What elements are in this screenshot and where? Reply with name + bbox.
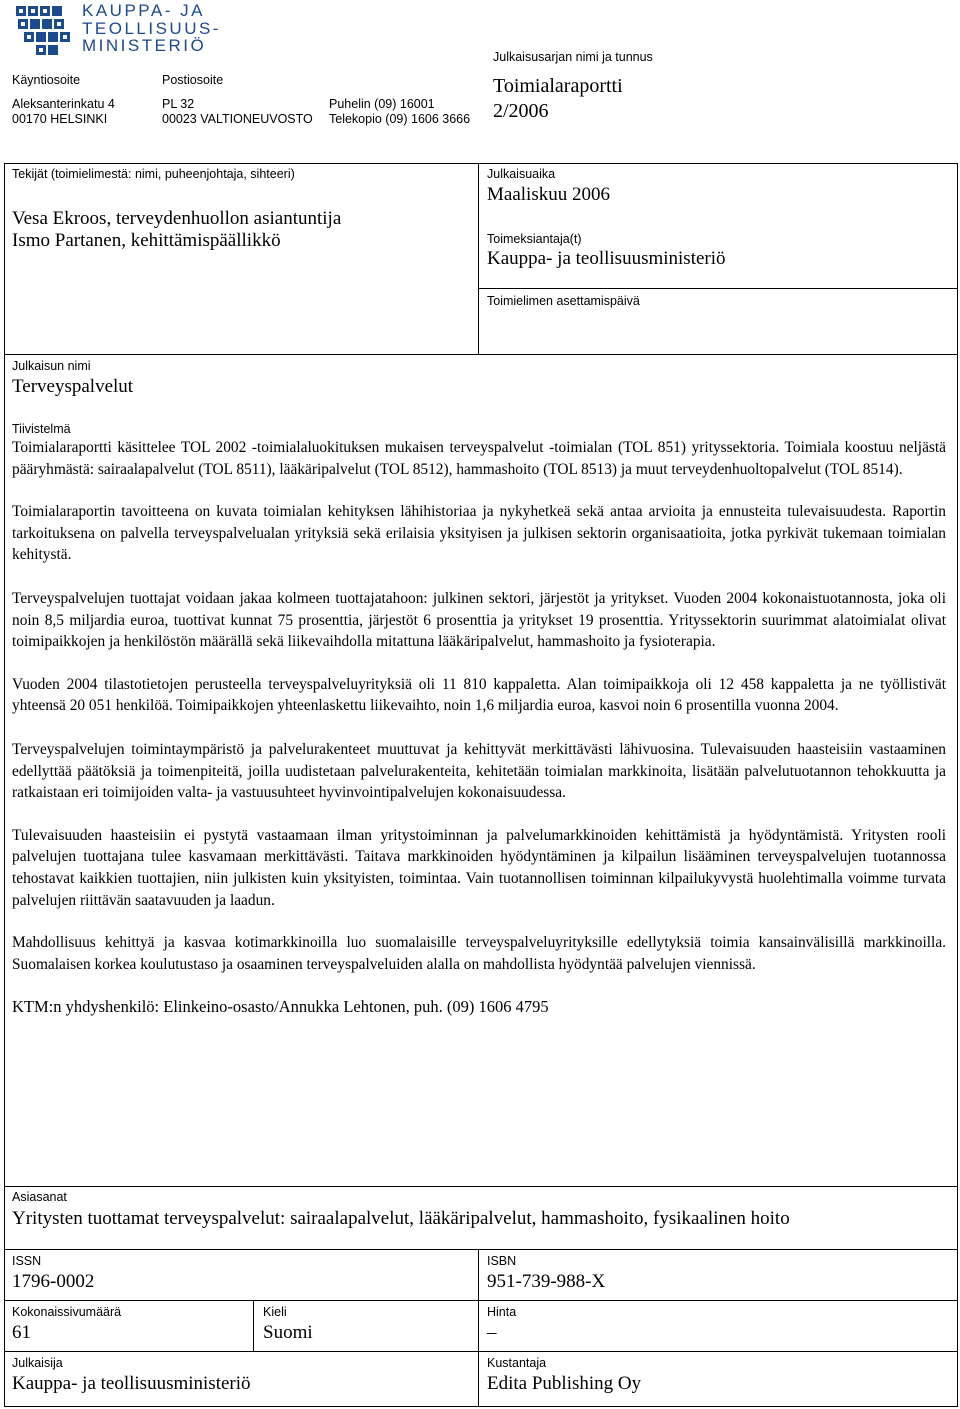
- pages-value: 61: [12, 1322, 31, 1343]
- post-address: [162, 97, 313, 127]
- abstract-paragraph: Toimialaraportin tavoitteena on kuvata toimialan kehityksen lähihistoriaa ja nykyhetkeä sekä antaa arvioita ja ennusteita tulevaisuudesta. Raportin tarkoituksena on palvella terveyspalvelualan yrityksiä sekä erilaisia yksityisen ja julkisen sektorin organisaatioita, jotka pyrkivät tukemaan toimialan kehitystä.: [12, 503, 946, 564]
- isbn-value: 951-739-988-X: [487, 1271, 606, 1292]
- series-number: 2/2006: [493, 100, 549, 122]
- divider: [4, 1186, 958, 1187]
- visit-address: [12, 97, 115, 127]
- divider: [253, 1300, 254, 1351]
- abstract-label: Tiivistelmä: [12, 422, 71, 436]
- publisher-label: Julkaisija: [12, 1356, 63, 1370]
- phone-info: [329, 97, 470, 127]
- divider: [4, 354, 958, 355]
- issn-value: 1796-0002: [12, 1271, 95, 1292]
- commissioner-label: Toimeksiantaja(t): [487, 232, 582, 246]
- appointment-label: Toimielimen asettamispäivä: [487, 294, 640, 308]
- logo-line: KAUPPA- JA: [82, 1, 205, 20]
- post-address-line: 00023 VALTIONEUVOSTO: [162, 112, 313, 126]
- post-address-line: PL 32: [162, 97, 195, 111]
- abstract-paragraph: Terveyspalvelujen tuottajat voidaan jakaa kolmeen tuottajatahoon: julkinen sektori, järjestöt ja yritykset. Vuoden 2004 kokonaistuotannosta, joka oli noin 8,5 miljardia euroa, tuottivat kunnat 75 prosenttia, järjestöt 6 prosenttia ja yritykset 19 prosenttia. Yrityssektorin suurimmat alatoimialat olivat toimipaikkojen ja henkilöstön määrällä sekä liikevaihdolla mitattuna lääkäripalvelut, hammashoito ja fysioterapia.: [12, 589, 946, 651]
- authors-label: Tekijät (toimielimestä: nimi, puheenjohtaja, sihteeri): [12, 167, 295, 181]
- abstract-body: [12, 437, 946, 1018]
- contact-person: KTM:n yhdyshenkilö: Elinkeino-osasto/Annukka Lehtonen, puh. (09) 1606 4795: [12, 997, 549, 1017]
- price-label: Hinta: [487, 1305, 517, 1319]
- distributor-label: Kustantaja: [487, 1356, 547, 1370]
- visit-address-line: Aleksanterinkatu 4: [12, 97, 115, 111]
- divider: [478, 288, 958, 289]
- authors-list: [12, 208, 341, 252]
- issn-label: ISSN: [12, 1254, 42, 1268]
- post-address-label: Postiosoite: [162, 73, 224, 87]
- abstract-paragraph: Vuoden 2004 tilastotietojen perusteella terveyspalveluyrityksiä oli 11 810 kappaletta. Alan toimipaikkoja oli 12 458 kappaletta ja ne työllistivät yhteensä 20 051 henkilöä. Toimipaikkojen yhteenlaskettu liikevaihto, noin 1,6 miljardia euroa, kasvoi noin 6 prosentilla vuonna 2004.: [12, 675, 946, 715]
- logo-line: MINISTERIÖ: [82, 36, 207, 55]
- language-label: Kieli: [263, 1305, 287, 1319]
- visit-address-label: Käyntiosoite: [12, 73, 81, 87]
- language-value: Suomi: [263, 1322, 313, 1343]
- commissioner-value: Kauppa- ja teollisuusministeriö: [487, 248, 726, 269]
- abstract-paragraph: Tulevaisuuden haasteisiin ei pystytä vastaamaan ilman yritystoiminnan ja palvelumarkkinoiden kehittämistä ja hyödyntämistä. Yritysten rooli palvelujen tuottajana tulee kasvamaan merkittävästi. Taitava markkinoiden hyödyntäminen ja kilpailun lisääminen terveyspalvelujen tuotannossa tehostavat kaikkien tuottajien, niin julkisten kuin yksityisten, toimintaa. Vain tuotannollisen toiminnan kilpailukyvystä huolehtimalla voimme turvata palvelujen riittävän saatavuuden ja laadun.: [12, 826, 946, 909]
- ministry-logo-text: [82, 2, 221, 55]
- author-name: Ismo Partanen, kehittämispäällikkö: [12, 230, 281, 251]
- divider: [478, 1249, 479, 1407]
- phone-line: Puhelin (09) 16001: [329, 97, 435, 111]
- keywords-value: Yritysten tuottamat terveyspalvelut: sairaalapalvelut, lääkäripalvelut, hammashoito, fysikaalinen hoito: [12, 1208, 790, 1229]
- visit-address-line: 00170 HELSINKI: [12, 112, 108, 126]
- logo-line: TEOLLISUUS-: [82, 18, 221, 38]
- date-label: Julkaisuaika: [487, 167, 556, 181]
- divider: [4, 1300, 958, 1301]
- abstract-paragraph: Mahdollisuus kehittyä ja kasvaa kotimarkkinoilla luo suomalaisille terveyspalveluyrityksille edellytyksiä toimia kansainvälisillä markkinoilla. Suomalaisen korkea koulutustaso ja osaaminen terveyspalveluiden alalla on mahdollista hyödyntää palvelujen viennissä.: [12, 934, 946, 973]
- series-name: Toimialaraportti: [493, 75, 623, 97]
- date-value: Maaliskuu 2006: [487, 184, 610, 205]
- title-label: Julkaisun nimi: [12, 359, 91, 373]
- divider: [4, 1249, 958, 1250]
- pages-label: Kokonaissivumäärä: [12, 1305, 122, 1319]
- price-value: –: [487, 1322, 497, 1343]
- publisher-value: Kauppa- ja teollisuusministeriö: [12, 1373, 251, 1394]
- divider: [478, 163, 479, 355]
- fax-line: Telekopio (09) 1606 3666: [329, 112, 471, 126]
- publication-title: Terveyspalvelut: [12, 376, 134, 397]
- abstract-paragraph: Terveyspalvelujen toimintaympäristö ja palvelurakenteet muuttuvat ja kehittyvät merkittävästi lähivuosina. Tulevaisuuden haasteisiin vastaaminen edellyttää päätöksiä ja toimenpiteitä, joilla uudistetaan palvelurakenteita, kehitetään toimialan markkinoita, lisätään palvelutuotannon tehokkuutta ja ratkaistaan eri toimijoiden valta- ja vastuusuhteet hyvinvointipalvelujen kokonaisuudessa.: [12, 740, 946, 802]
- abstract-paragraph: Toimialaraportti käsittelee TOL 2002 -toimialaluokituksen mukaisen terveyspalvelut -toimialan (TOL 851) yrityssektoria. Toimiala koostuu neljästä pääryhmästä: sairaalapalvelut (TOL 8511), lääkäripalvelut (TOL 8512), hammashoito (TOL 8513) ja muut terveydenhuoltopalvelut (TOL 8514).: [12, 439, 946, 478]
- author-name: Vesa Ekroos, terveydenhuollon asiantuntija: [12, 208, 342, 229]
- ministry-crest-icon: [16, 6, 70, 56]
- series-label: Julkaisusarjan nimi ja tunnus: [493, 50, 653, 64]
- divider: [4, 1351, 958, 1352]
- distributor-value: Edita Publishing Oy: [487, 1373, 642, 1394]
- keywords-label: Asiasanat: [12, 1190, 67, 1204]
- isbn-label: ISBN: [487, 1254, 517, 1268]
